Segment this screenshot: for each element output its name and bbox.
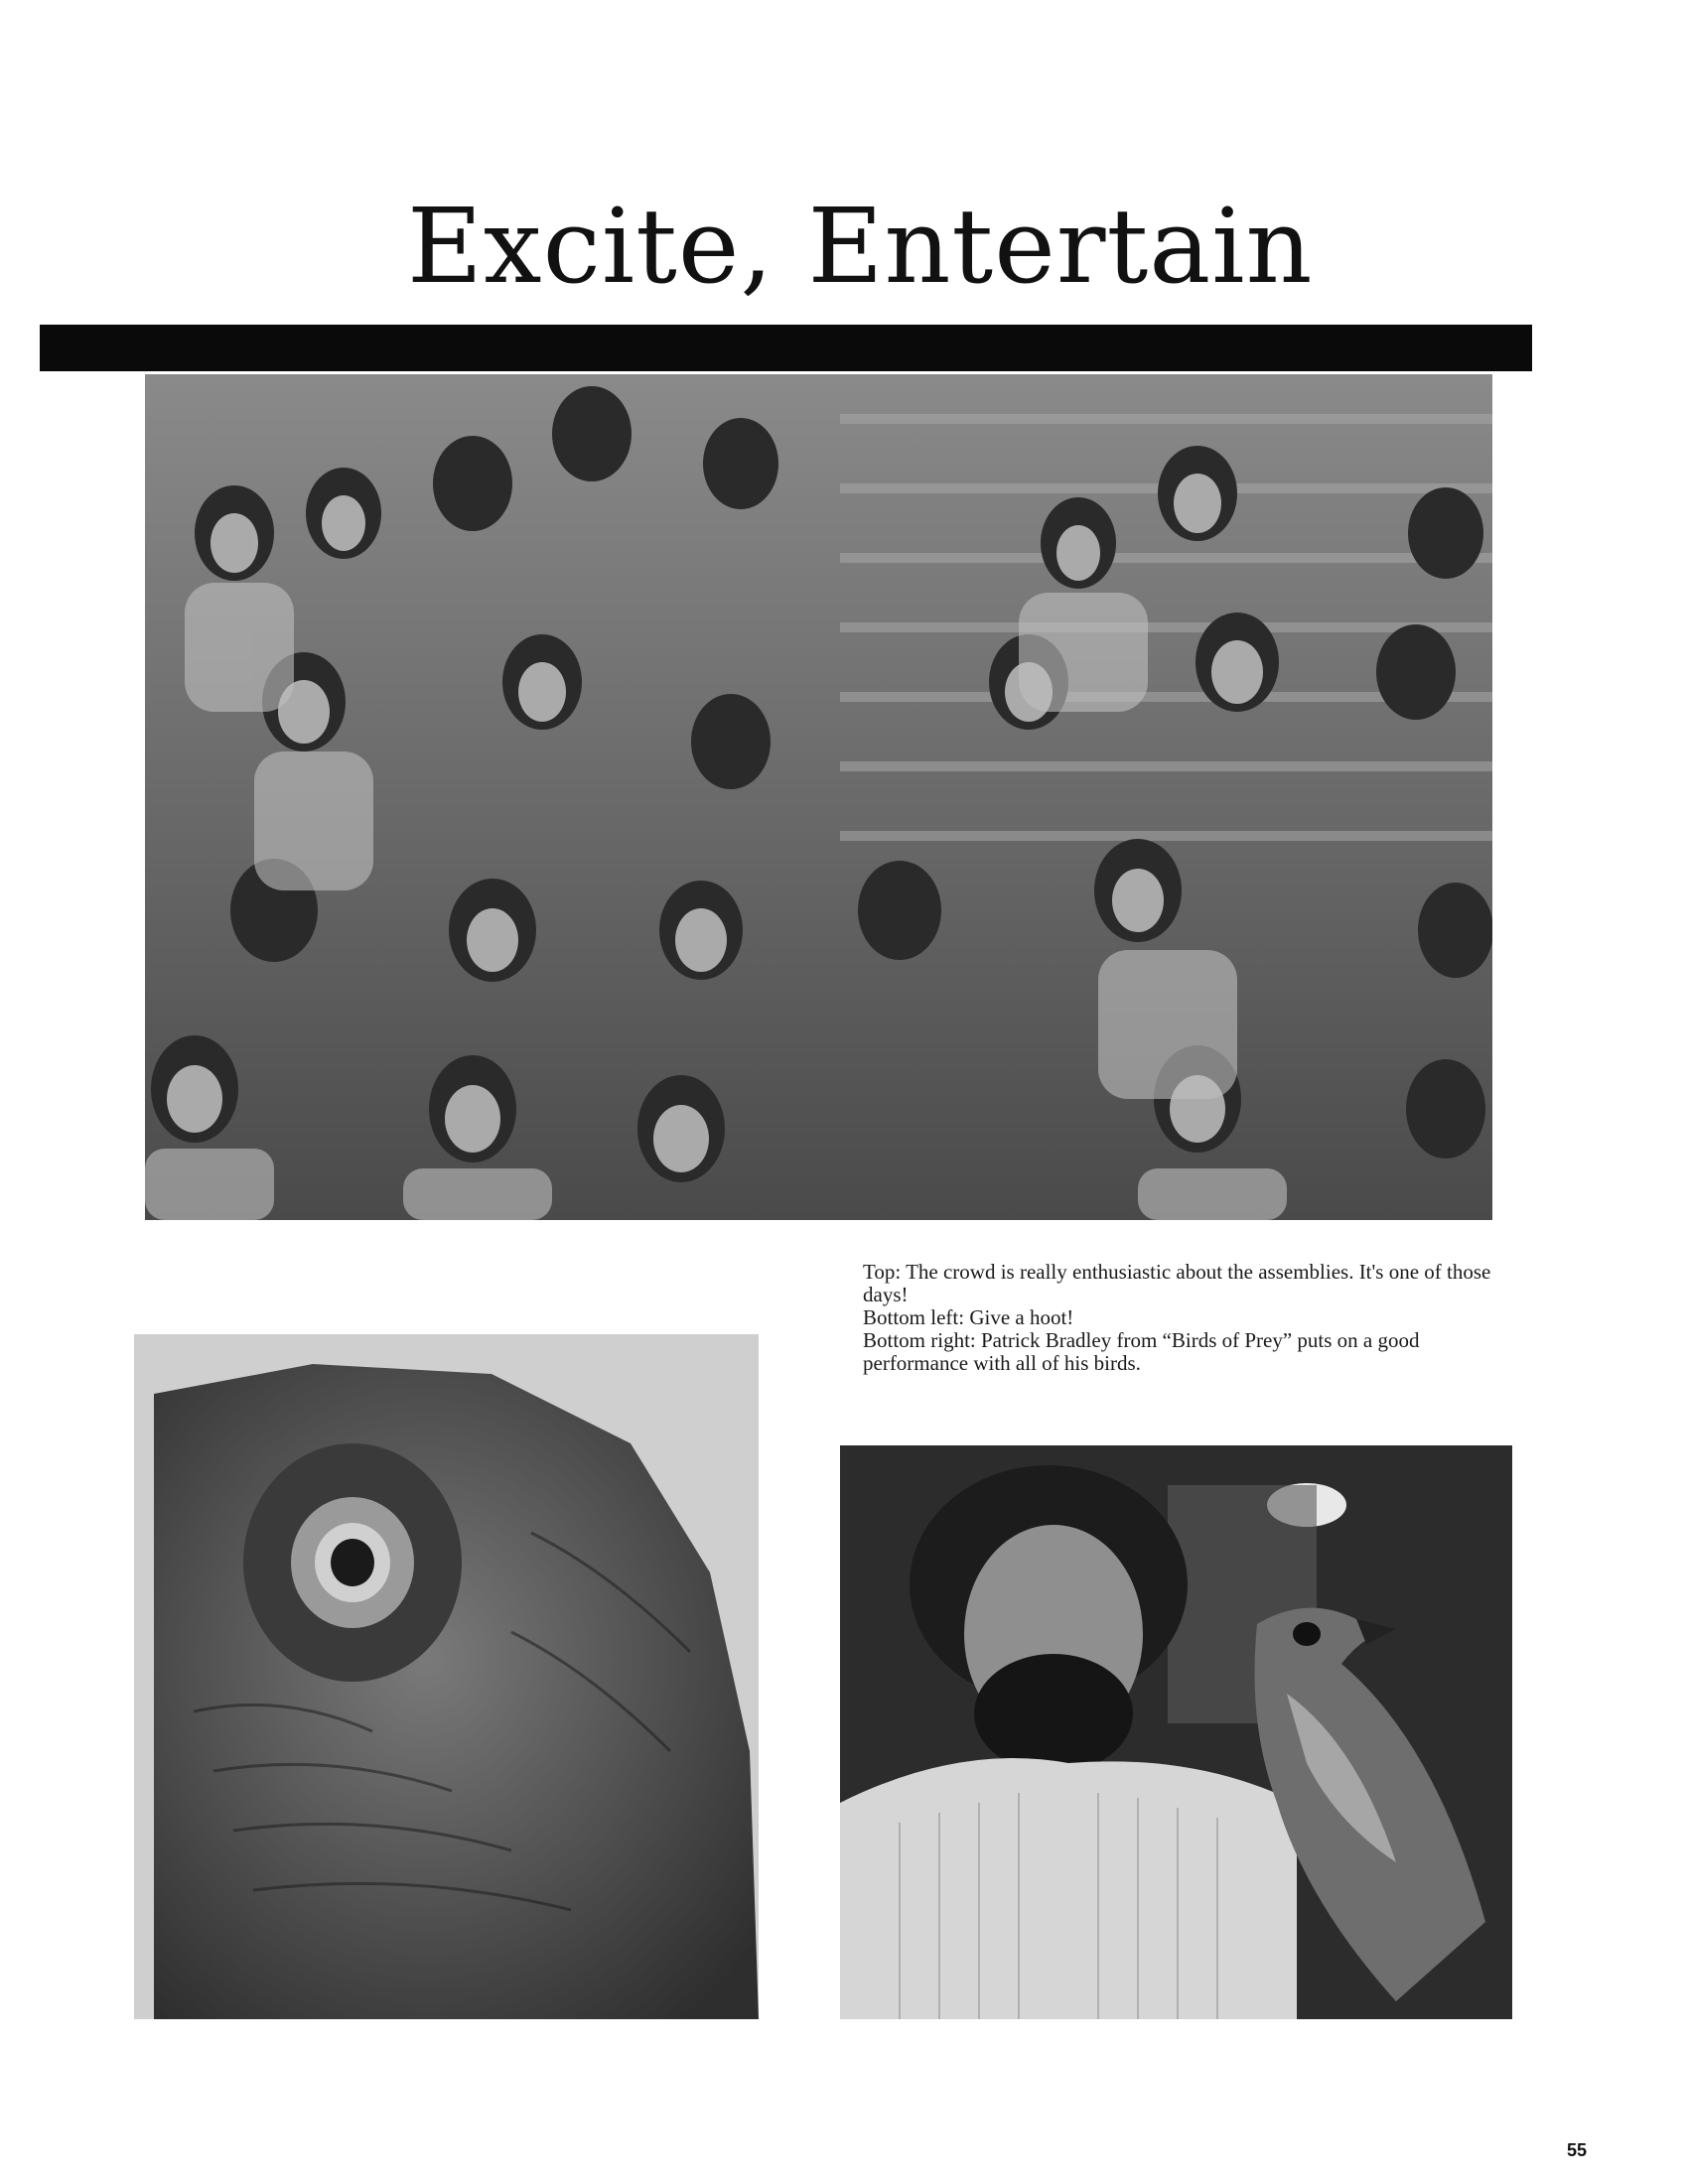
caption-bottom-left: Bottom left: Give a hoot!	[863, 1305, 1074, 1329]
caption-top: Top: The crowd is really enthusiastic about the assemblies. It's one of those days!	[863, 1260, 1491, 1306]
page-title: Excite, Entertain	[407, 186, 1314, 307]
crowd-photo-image	[145, 374, 1492, 1220]
title-rule-bar	[40, 325, 1532, 371]
falconer-photo	[840, 1445, 1512, 2019]
page-number: 55	[1567, 2140, 1588, 2160]
caption-bottom-right: Bottom right: Patrick Bradley from “Birds of Prey” puts on a good performance with all of his birds.	[863, 1328, 1420, 1375]
owl-photo-image	[134, 1334, 759, 2019]
photo-caption	[863, 1261, 1528, 1375]
owl-photo	[134, 1334, 759, 2019]
crowd-photo	[145, 374, 1492, 1220]
falconer-photo-image	[840, 1445, 1512, 2019]
